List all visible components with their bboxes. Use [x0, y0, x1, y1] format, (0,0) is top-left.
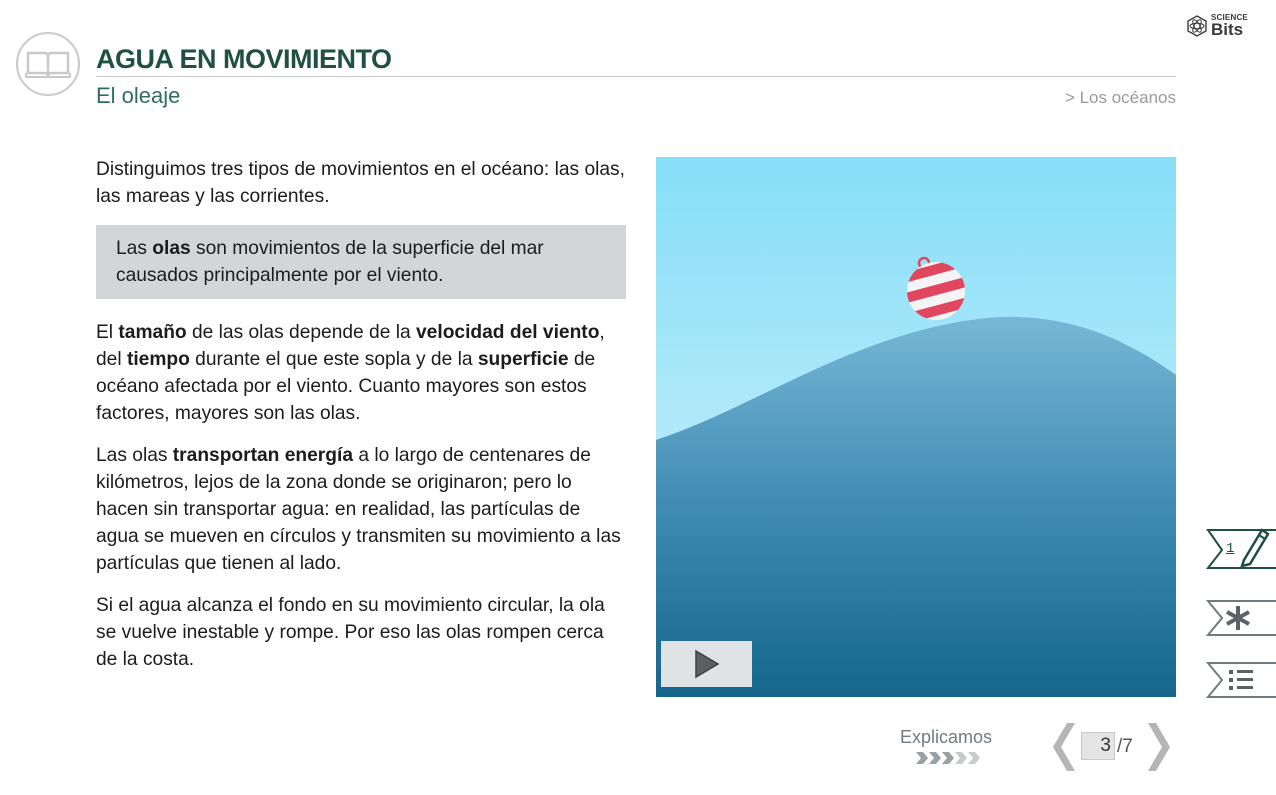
- play-button[interactable]: [661, 641, 752, 687]
- section-progress: [916, 752, 980, 764]
- wave-animation[interactable]: [656, 157, 1176, 697]
- progress-step: [968, 752, 980, 764]
- next-page-button[interactable]: [1148, 722, 1178, 772]
- chevron-right-icon: [1148, 722, 1178, 772]
- page-title: AGUA EN MOVIMIENTO: [96, 44, 392, 74]
- notes-tab[interactable]: [1204, 526, 1276, 566]
- page-subtitle: El oleaje: [96, 83, 181, 108]
- size-paragraph: El tamaño de las olas depende de la velocidad del viento, del tiempo durante el que este sopla y de la superficie de océano afectada por el viento. Cuanto mayores son estos factores, mayores son las olas.: [96, 322, 605, 424]
- list-icon: [1229, 670, 1253, 690]
- breaking-paragraph: Si el agua alcanza el fondo en su movimiento circular, la ola se vuelve inestable y rompe. Por eso las olas rompen cerca de la costa.: [96, 595, 605, 670]
- box-bold: olas: [152, 238, 191, 259]
- play-icon: [694, 649, 720, 679]
- pencil-icon: [1242, 530, 1268, 566]
- previous-page-button[interactable]: [1045, 722, 1075, 772]
- box-text: Las: [116, 238, 153, 259]
- logo-big-text: Bits: [1211, 20, 1244, 39]
- asterisk-icon: [1227, 606, 1249, 630]
- breadcrumb[interactable]: > Los océanos: [1064, 88, 1176, 107]
- title-divider: [96, 76, 1176, 77]
- page-number-input[interactable]: [1081, 732, 1115, 760]
- definition-box: [96, 225, 626, 299]
- progress-step: [942, 752, 954, 764]
- chevron-left-icon: [1045, 722, 1075, 772]
- logo-small-text: SCIENCE: [1211, 13, 1248, 22]
- progress-step: [955, 752, 967, 764]
- box-text: son movimientos de la superficie del mar causados principalmente por el viento.: [116, 238, 544, 286]
- index-tab[interactable]: [1204, 660, 1276, 700]
- intro-paragraph: Distinguimos tres tipos de movimientos en el océano: las olas, las mareas y las corrientes.: [96, 159, 625, 207]
- section-label: Explicamos: [900, 727, 993, 747]
- content-text: [96, 156, 626, 688]
- page-total: /7: [1117, 736, 1133, 757]
- progress-step: [916, 752, 928, 764]
- atom-icon: [1186, 15, 1208, 37]
- book-icon[interactable]: [16, 32, 80, 96]
- key-concepts-tab[interactable]: [1204, 598, 1276, 638]
- science-bits-logo: [1186, 14, 1248, 38]
- energy-paragraph: Las olas transportan energía a lo largo de centenares de kilómetros, lejos de la zona donde se originaron; pero lo hacen sin transportar agua: en realidad, las partículas de agua se mueven en círculos y transmiten su movimiento a las partículas que tienen al lado.: [96, 445, 621, 574]
- progress-step: [929, 752, 941, 764]
- notes-count: 1: [1226, 541, 1235, 557]
